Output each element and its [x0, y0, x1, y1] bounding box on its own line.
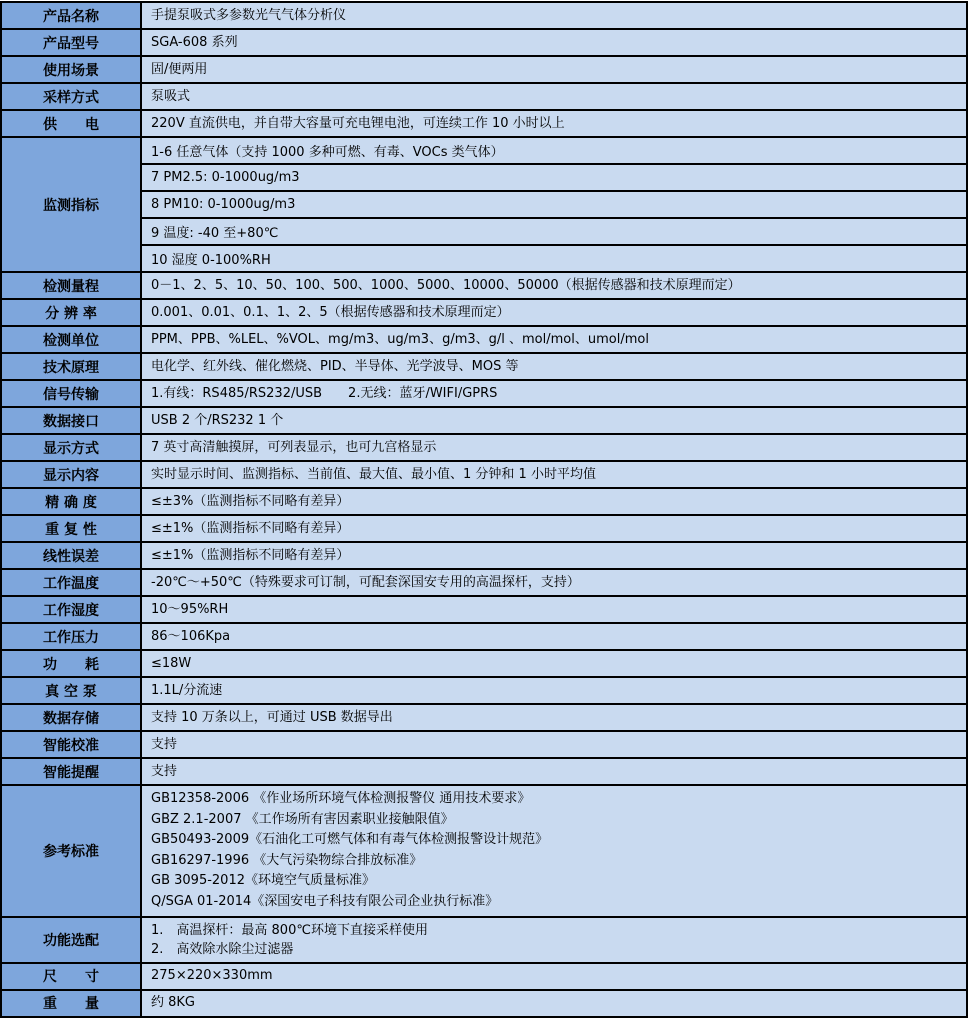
spec-label: 使用场景 [2, 57, 142, 82]
spec-label: 参考标准 [2, 786, 142, 916]
row-working-humidity [2, 597, 966, 624]
spec-value: 275×220×330mm [142, 964, 966, 989]
row-vacuum-pump [2, 678, 966, 705]
spec-label: 产品型号 [2, 30, 142, 55]
row-signal-transmission [2, 381, 966, 408]
monitoring-indicator-item: 7 PM2.5: 0-1000ug/m3 [142, 165, 966, 192]
row-working-temperature [2, 570, 966, 597]
spec-value: ≤±1%（监测指标不同略有差异） [142, 543, 966, 568]
spec-label: 工作压力 [2, 624, 142, 649]
row-weight [2, 991, 966, 1016]
reference-standard-item: GB50493-2009《石油化工可燃气体和有毒气体检测报警设计规范》 [151, 832, 549, 848]
row-power-consumption [2, 651, 966, 678]
spec-label: 真 空 泵 [2, 678, 142, 703]
reference-standard-item: GB 3095-2012《环境空气质量标准》 [151, 873, 375, 889]
row-monitoring-indicators [2, 138, 966, 273]
spec-label: 工作温度 [2, 570, 142, 595]
spec-label: 数据存储 [2, 705, 142, 730]
spec-label: 采样方式 [2, 84, 142, 109]
row-optional-features [2, 918, 966, 964]
spec-value: 支持 10 万条以上，可通过 USB 数据导出 [142, 705, 966, 730]
reference-standard-item: GB16297-1996 《大气污染物综合排放标准》 [151, 852, 423, 868]
reference-standard-list [142, 786, 966, 916]
spec-value: -20℃～+50℃（特殊要求可订制，可配套深国安专用的高温探杆，支持） [142, 570, 966, 595]
spec-value: 1.1L/分流速 [142, 678, 966, 703]
spec-value: 电化学、红外线、催化燃烧、PID、半导体、光学波导、MOS 等 [142, 354, 966, 379]
row-display-mode [2, 435, 966, 462]
spec-value: ≤18W [142, 651, 966, 676]
spec-label: 监测指标 [2, 138, 142, 271]
monitoring-indicator-item: 9 温度: -40 至+80℃ [142, 219, 966, 246]
spec-label: 重 量 [2, 991, 142, 1016]
reference-standard-item: GB12358-2006 《作业场所环境气体检测报警仪 通用技术要求》 [151, 791, 531, 806]
spec-value: 支持 [142, 732, 966, 757]
monitoring-indicator-list [142, 138, 966, 271]
spec-label: 检测量程 [2, 273, 142, 298]
spec-label: 功能选配 [2, 918, 142, 962]
spec-value: 0－1、2、5、10、50、100、500、1000、5000、10000、50000（根据传感器和技术原理而定） [142, 273, 966, 298]
reference-standard-item: GBZ 2.1-2007 《工作场所有害因素职业接触限值》 [151, 811, 454, 827]
row-smart-reminder [2, 759, 966, 786]
spec-label: 精 确 度 [2, 489, 142, 514]
optional-feature-list [142, 918, 966, 962]
row-repeatability [2, 516, 966, 543]
spec-label: 智能提醒 [2, 759, 142, 784]
spec-label: 智能校准 [2, 732, 142, 757]
row-smart-calibration [2, 732, 966, 759]
spec-label: 线性误差 [2, 543, 142, 568]
spec-value: 手提泵吸式多参数光气气体分析仪 [142, 3, 966, 28]
spec-label: 显示方式 [2, 435, 142, 460]
spec-label: 信号传输 [2, 381, 142, 406]
product-spec-table [0, 1, 968, 1018]
spec-label: 显示内容 [2, 462, 142, 487]
row-accuracy [2, 489, 966, 516]
spec-label: 分 辨 率 [2, 300, 142, 325]
optional-feature-item: 1. 高温探杆：最高 800℃环境下直接采样使用 [151, 922, 428, 938]
row-reference-standards [2, 786, 966, 918]
spec-value: 固/便两用 [142, 57, 966, 82]
row-product-name [2, 3, 966, 30]
row-dimensions [2, 964, 966, 991]
row-data-storage [2, 705, 966, 732]
row-technical-principle [2, 354, 966, 381]
row-display-content [2, 462, 966, 489]
spec-value: 7 英寸高清触摸屏，可列表显示，也可九宫格显示 [142, 435, 966, 460]
spec-label: 数据接口 [2, 408, 142, 433]
spec-label: 技术原理 [2, 354, 142, 379]
spec-value: 86～106Kpa [142, 624, 966, 649]
row-resolution [2, 300, 966, 327]
row-detection-range [2, 273, 966, 300]
spec-label: 重 复 性 [2, 516, 142, 541]
spec-value: 支持 [142, 759, 966, 784]
row-product-model [2, 30, 966, 57]
row-usage-scenario [2, 57, 966, 84]
spec-value: ≤±3%（监测指标不同略有差异） [142, 489, 966, 514]
monitoring-indicator-item: 10 湿度 0-100%RH [142, 246, 966, 271]
spec-label: 功 耗 [2, 651, 142, 676]
spec-value: 泵吸式 [142, 84, 966, 109]
reference-standard-item: Q/SGA 01-2014《深国安电子科技有限公司企业执行标准》 [151, 893, 499, 909]
spec-value: 1.有线：RS485/RS232/USB 2.无线：蓝牙/WIFI/GPRS [142, 381, 966, 406]
spec-value: SGA-608 系列 [142, 30, 966, 55]
spec-value: 实时显示时间、监测指标、当前值、最大值、最小值、1 分钟和 1 小时平均值 [142, 462, 966, 487]
spec-label: 尺 寸 [2, 964, 142, 989]
row-power-supply [2, 111, 966, 138]
spec-label: 工作湿度 [2, 597, 142, 622]
spec-label: 产品名称 [2, 3, 142, 28]
spec-label: 检测单位 [2, 327, 142, 352]
row-detection-unit [2, 327, 966, 354]
spec-value: USB 2 个/RS232 1 个 [142, 408, 966, 433]
monitoring-indicator-item: 1-6 任意气体（支持 1000 多种可燃、有毒、VOCs 类气体） [142, 138, 966, 165]
row-linearity-error [2, 543, 966, 570]
row-sampling-method [2, 84, 966, 111]
spec-value: ≤±1%（监测指标不同略有差异） [142, 516, 966, 541]
spec-label: 供 电 [2, 111, 142, 136]
spec-value: 0.001、0.01、0.1、1、2、5（根据传感器和技术原理而定） [142, 300, 966, 325]
monitoring-indicator-item: 8 PM10: 0-1000ug/m3 [142, 192, 966, 219]
row-data-interface [2, 408, 966, 435]
optional-feature-item: 2. 高效除水除尘过滤器 [151, 941, 294, 957]
spec-value: PPM、PPB、%LEL、%VOL、mg/m3、ug/m3、g/m3、g/l 、mol/mol、umol/mol [142, 327, 966, 352]
spec-value: 10～95%RH [142, 597, 966, 622]
spec-value: 约 8KG [142, 991, 966, 1016]
row-working-pressure [2, 624, 966, 651]
spec-value: 220V 直流供电，并自带大容量可充电锂电池，可连续工作 10 小时以上 [142, 111, 966, 136]
